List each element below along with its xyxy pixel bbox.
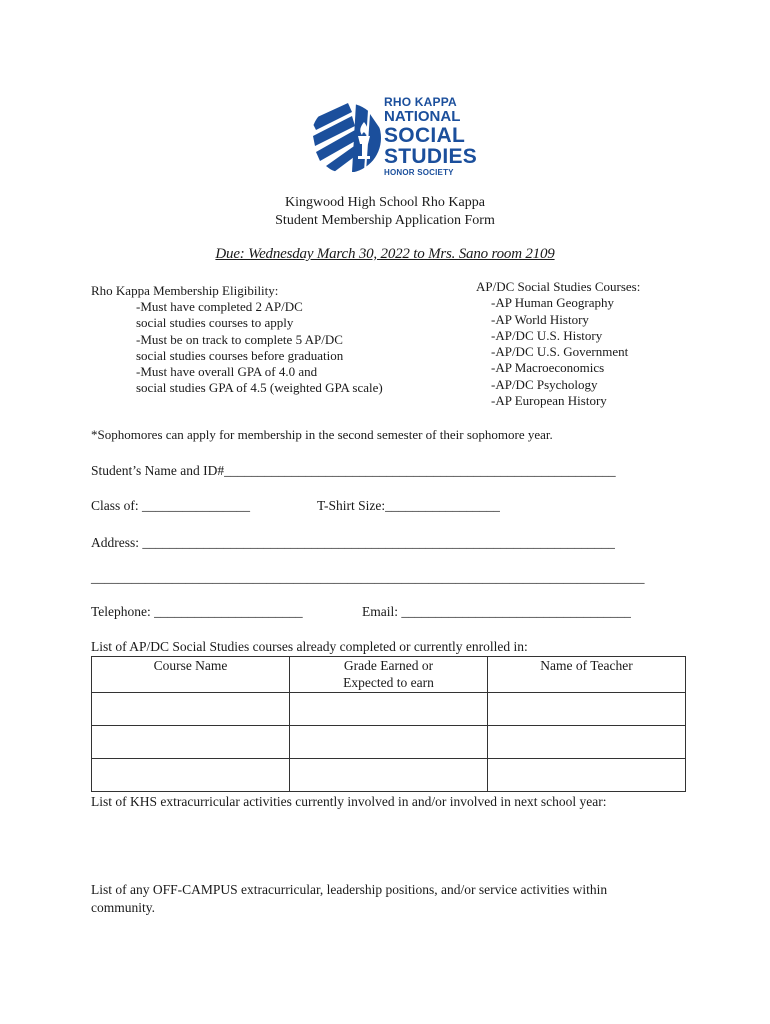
globe-torch-icon (308, 100, 382, 174)
column-label: Expected to earn (343, 675, 434, 690)
course-name-cell[interactable] (92, 759, 290, 792)
offcampus-line: List of any OFF-CAMPUS extracurricular, leadership positions, and/or service activities within (91, 882, 608, 897)
table-row (92, 693, 686, 726)
grade-cell[interactable] (290, 726, 488, 759)
courses-table-caption: List of AP/DC Social Studies courses already completed or currently enrolled in: (91, 639, 528, 654)
column-header-teacher (488, 657, 686, 693)
telephone-field[interactable]: Telephone: ______________________ (91, 604, 303, 619)
offcampus-activities-prompt (91, 881, 607, 916)
email-field[interactable]: Email: __________________________________ (362, 604, 631, 619)
course-item: -AP/DC U.S. History (491, 327, 603, 343)
courses-list-section (476, 279, 640, 409)
school-title: Kingwood High School Rho Kappa (285, 195, 485, 210)
due-date-notice: Due: Wednesday March 30, 2022 to Mrs. Sano room 2109 (215, 246, 555, 262)
course-item: -AP World History (491, 311, 589, 327)
course-name-cell[interactable] (92, 726, 290, 759)
eligibility-item: social studies courses to apply (136, 315, 294, 331)
grade-cell[interactable] (290, 759, 488, 792)
rho-kappa-logo (308, 95, 478, 177)
teacher-cell[interactable] (488, 693, 686, 726)
table-row (92, 759, 686, 792)
eligibility-section (91, 283, 383, 396)
course-item: -AP/DC Psychology (491, 376, 598, 392)
eligibility-item: social studies GPA of 4.5 (weighted GPA scale) (136, 380, 383, 396)
khs-activities-prompt: List of KHS extracurricular activities currently involved in and/or involved in next school year: (91, 794, 607, 809)
table-header-row (92, 657, 686, 693)
class-of-field[interactable]: Class of: ________________ (91, 498, 251, 513)
student-name-id-field[interactable]: Student’s Name and ID#__________________________________________________________ (91, 463, 616, 478)
course-item: -AP Human Geography (491, 295, 614, 311)
logo-line-national: NATIONAL (384, 108, 461, 125)
eligibility-heading: Rho Kappa Membership Eligibility: (91, 283, 279, 298)
course-item: -AP/DC U.S. Government (491, 344, 629, 360)
courses-table (91, 656, 686, 792)
address-line2-field[interactable]: __________________________________________________________________________________ (91, 570, 645, 585)
eligibility-item: -Must have overall GPA of 4.0 and (136, 364, 318, 380)
column-label: Course Name (153, 658, 228, 673)
offcampus-line: community. (91, 899, 155, 915)
eligibility-item: -Must be on track to complete 5 AP/DC (136, 331, 343, 347)
column-label: Grade Earned or (343, 658, 434, 673)
column-header-grade (290, 657, 488, 693)
form-title: Student Membership Application Form (275, 213, 495, 228)
column-label: Name of Teacher (540, 658, 633, 673)
logo-line-social: SOCIAL (384, 124, 466, 147)
teacher-cell[interactable] (488, 759, 686, 792)
address-field[interactable]: Address: ______________________________________________________________________ (91, 535, 615, 550)
logo-line-honor-society: HONOR SOCIETY (384, 168, 454, 177)
sophomore-note: *Sophomores can apply for membership in the second semester of their sophomore year. (91, 427, 553, 442)
teacher-cell[interactable] (488, 726, 686, 759)
grade-cell[interactable] (290, 693, 488, 726)
course-item: -AP European History (491, 393, 607, 409)
course-name-cell[interactable] (92, 693, 290, 726)
eligibility-item: -Must have completed 2 AP/DC (136, 299, 303, 315)
logo-line-studies: STUDIES (384, 145, 478, 168)
table-row (92, 726, 686, 759)
eligibility-item: social studies courses before graduation (136, 347, 344, 363)
courses-heading: AP/DC Social Studies Courses: (476, 279, 641, 294)
tshirt-size-field[interactable]: T-Shirt Size:_________________ (317, 498, 500, 513)
column-header-course-name (92, 657, 290, 693)
logo-wordmark (384, 96, 477, 177)
course-item: -AP Macroeconomics (491, 360, 605, 376)
logo-line-rho-kappa: RHO KAPPA (384, 95, 457, 109)
